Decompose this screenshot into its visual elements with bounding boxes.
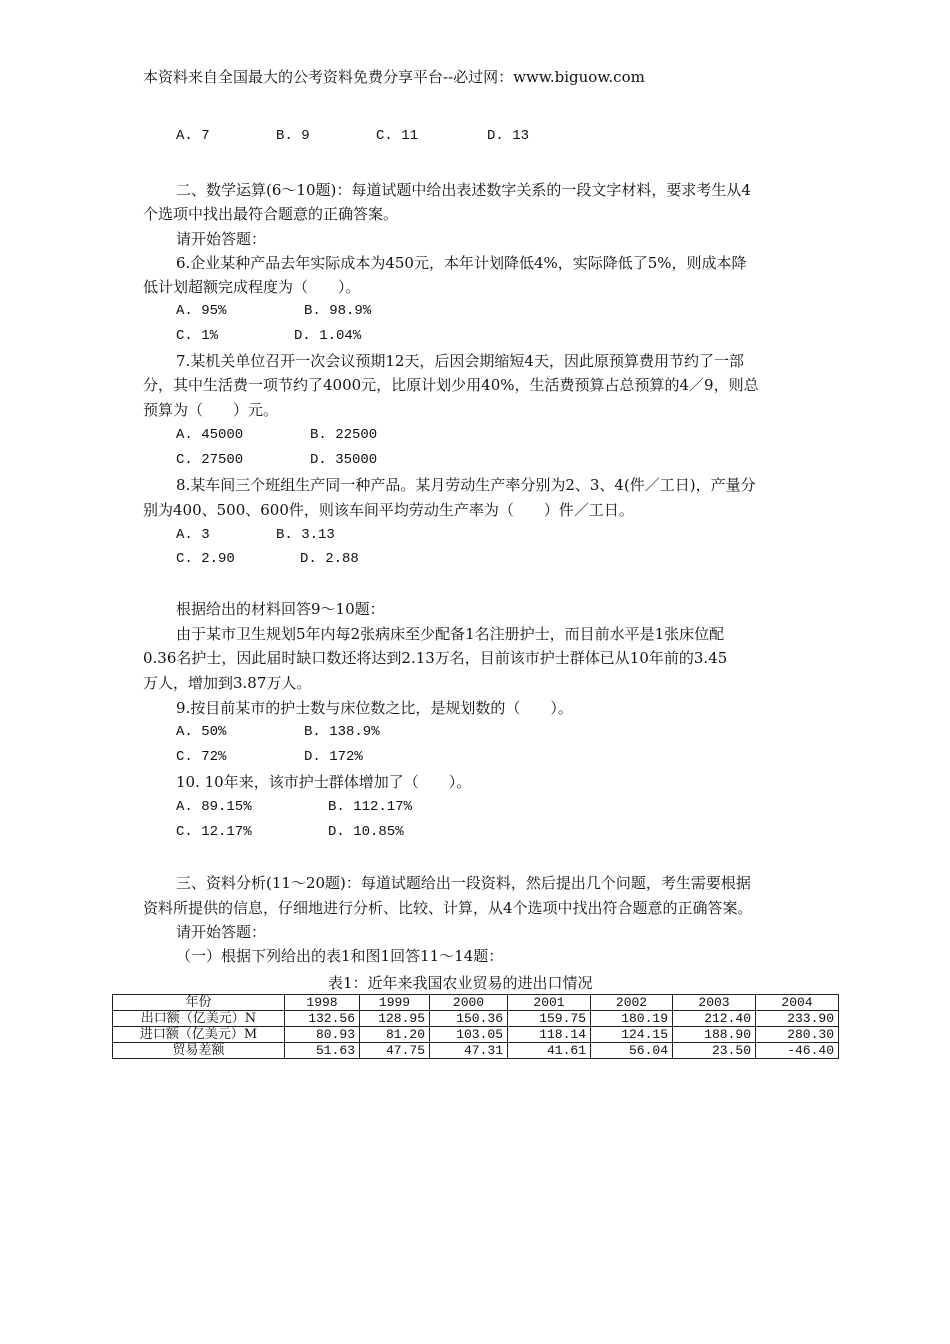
q7-line2: 分，其中生活费一项节约了4000元，比原计划少用40%，生活费预算占总预算的4／9，则总 [143,376,759,394]
material-line2: 0.36名护士，因此届时缺口数还将达到2.13万名，目前该市护士群体已从10年前的3.45 [143,649,728,667]
table-cell: 81.20 [360,1027,430,1043]
q5-option-a: A. 7 [176,128,210,144]
table-header-2004: 2004 [756,995,839,1011]
q6-line1: 6.企业某种产品去年实际成本为450元，本年计划降低4%，实际降低了5%，则成本降 [176,254,747,272]
table-header-1998: 1998 [285,995,360,1011]
table-header-row [113,995,839,1011]
table-row-label: 贸易差额 [113,1043,285,1059]
q10-option-c: C. 12.17% [176,824,252,840]
material-line3: 万人，增加到3.87万人。 [143,674,312,692]
table-cell: 188.90 [673,1027,756,1043]
table-header-2001: 2001 [508,995,591,1011]
q10-option-a: A. 89.15% [176,799,252,815]
q7-line1: 7.某机关单位召开一次会议预期12天，后因会期缩短4天，因此原预算费用节约了一部 [176,352,744,370]
table-cell: 124.15 [591,1027,673,1043]
material-line1: 由于某市卫生规划5年内每2张病床至少配备1名注册护士，而目前水平是1张床位配 [176,625,725,643]
table-cell: 51.63 [285,1043,360,1059]
table-cell: 41.61 [508,1043,591,1059]
q9-option-b: B. 138.9% [304,724,380,740]
table-cell: 233.90 [756,1011,839,1027]
q6-option-a: A. 95% [176,303,227,319]
q9-line1: 9.按目前某市的护士数与床位数之比，是规划数的（ ）。 [176,699,573,717]
q8-option-d: D. 2.88 [300,551,359,567]
q8-line1: 8.某车间三个班组生产同一种产品。某月劳动生产率分别为2、3、4(件／工日)，产量分 [176,476,756,494]
section3-intro-line1: 三、资料分析(11～20题)：每道试题给出一段资料，然后提出几个问题，考生需要根据 [176,874,751,892]
table-row-balance [113,1043,839,1059]
table-header-2003: 2003 [673,995,756,1011]
q7-option-a: A. 45000 [176,427,244,443]
table-cell: 280.30 [756,1027,839,1043]
q6-line2: 低计划超额完成程度为（ ）。 [143,278,361,296]
table-cell: 132.56 [285,1011,360,1027]
table-cell: 47.31 [430,1043,508,1059]
table-header-year: 年份 [113,995,285,1011]
q8-option-a: A. 3 [176,527,210,543]
section2-start: 请开始答题： [176,230,267,248]
q10-line1: 10. 10年来，该市护士群体增加了（ ）。 [176,773,472,791]
q8-option-c: C. 2.90 [176,551,235,567]
table-title: 表1：近年来我国农业贸易的进出口情况 [328,974,593,992]
table-cell: 47.75 [360,1043,430,1059]
q7-option-d: D. 35000 [310,452,378,468]
q5-option-b: B. 9 [276,128,310,144]
q9-option-c: C. 72% [176,749,227,765]
table-cell: 212.40 [673,1011,756,1027]
section2-intro-line1: 二、数学运算(6～10题)：每道试题中给出表述数字关系的一段文字材料，要求考生从4 [176,181,751,199]
q9-option-a: A. 50% [176,724,227,740]
table-header-1999: 1999 [360,995,430,1011]
section3-intro-line2: 资料所提供的信息，仔细地进行分析、比较、计算，从4个选项中找出符合题意的正确答案。 [143,899,753,917]
table-row-label: 进口额（亿美元）M [113,1027,285,1043]
q6-option-d: D. 1.04% [294,328,362,344]
table-cell: 23.50 [673,1043,756,1059]
section3-sub1: （一）根据下列给出的表1和图1回答11～14题： [176,947,504,965]
section2-intro-line2: 个选项中找出最符合题意的正确答案。 [143,205,399,223]
table-cell: 150.36 [430,1011,508,1027]
table-cell: 80.93 [285,1027,360,1043]
q7-option-c: C. 27500 [176,452,244,468]
table-cell: 128.95 [360,1011,430,1027]
q8-option-b: B. 3.13 [276,527,335,543]
table-cell: 103.05 [430,1027,508,1043]
q5-option-d: D. 13 [487,128,530,144]
table-cell: 118.14 [508,1027,591,1043]
table-cell: 180.19 [591,1011,673,1027]
table-cell: 56.04 [591,1043,673,1059]
table-row-label: 出口额（亿美元）N [113,1011,285,1027]
table-row-export [113,1011,839,1027]
q5-option-c: C. 11 [376,128,419,144]
table-cell: -46.40 [756,1043,839,1059]
section3-start: 请开始答题： [176,923,267,941]
table-row-import [113,1027,839,1043]
page-header: 本资料来自全国最大的公考资料免费分享平台--必过网：www.biguow.com [143,68,645,86]
table-header-2002: 2002 [591,995,673,1011]
q7-line3: 预算为（ ）元。 [143,401,279,419]
q10-option-d: D. 10.85% [328,824,404,840]
table-cell: 159.75 [508,1011,591,1027]
q8-line2: 别为400、500、600件，则该车间平均劳动生产率为（ ）件／工日。 [143,501,634,519]
q9-option-d: D. 172% [304,749,363,765]
q10-option-b: B. 112.17% [328,799,413,815]
material-intro: 根据给出的材料回答9～10题： [176,600,385,618]
q6-option-c: C. 1% [176,328,219,344]
q6-option-b: B. 98.9% [304,303,372,319]
trade-table [112,994,839,1059]
q7-option-b: B. 22500 [310,427,378,443]
table-header-2000: 2000 [430,995,508,1011]
